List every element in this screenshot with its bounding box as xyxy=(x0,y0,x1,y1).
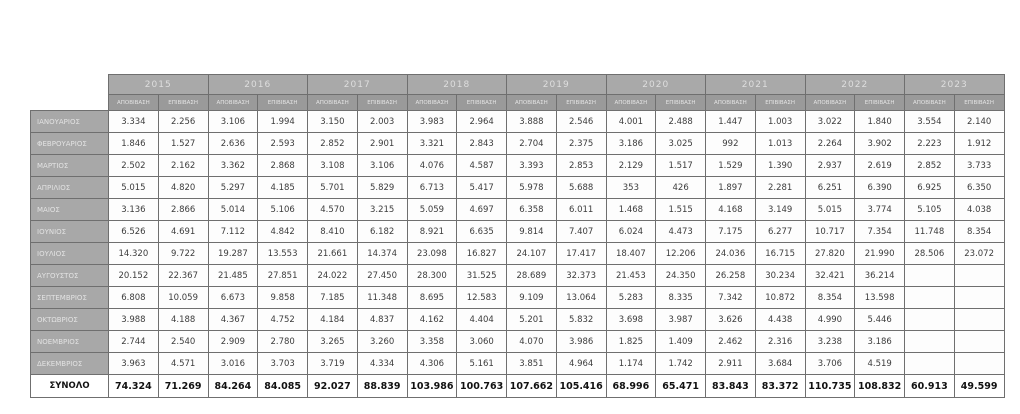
year-header-row xyxy=(31,75,1005,95)
table-cell: 4.587 xyxy=(457,155,507,177)
table-cell: 16.827 xyxy=(457,243,507,265)
table-row xyxy=(31,243,1005,265)
table-cell: 2.909 xyxy=(208,331,258,353)
table-cell: 32.421 xyxy=(805,265,855,287)
table-cell: 353 xyxy=(606,177,656,199)
table-cell: 4.473 xyxy=(656,221,706,243)
month-label: ΔΕΚΕΜΒΡΙΟΣ xyxy=(31,353,109,375)
table-cell: 3.150 xyxy=(308,111,358,133)
table-cell: 4.334 xyxy=(357,353,407,375)
table-cell: 1.409 xyxy=(656,331,706,353)
table-cell xyxy=(905,353,955,375)
table-cell: 4.697 xyxy=(457,199,507,221)
table-cell: 17.417 xyxy=(556,243,606,265)
table-cell: 4.570 xyxy=(308,199,358,221)
disembarkation-header: ΑΠΟΒΙΒΑΣΗ xyxy=(805,95,855,111)
table-cell: 3.888 xyxy=(507,111,557,133)
table-row xyxy=(31,309,1005,331)
month-label: ΜΑΡΤΙΟΣ xyxy=(31,155,109,177)
table-cell: 2.162 xyxy=(158,155,208,177)
table-cell: 2.281 xyxy=(755,177,805,199)
table-cell: 3.358 xyxy=(407,331,457,353)
table-cell: 6.182 xyxy=(357,221,407,243)
table-cell: 1.994 xyxy=(258,111,308,133)
table-cell: 10.872 xyxy=(755,287,805,309)
table-cell: 7.185 xyxy=(308,287,358,309)
total-cell: 84.264 xyxy=(208,375,258,398)
table-cell: 3.022 xyxy=(805,111,855,133)
year-header: 2022 xyxy=(805,75,905,95)
embarkation-header: ΕΠΙΒΙΒΑΣΗ xyxy=(855,95,905,111)
table-cell: 3.988 xyxy=(109,309,159,331)
table-cell: 21.990 xyxy=(855,243,905,265)
table-cell: 6.526 xyxy=(109,221,159,243)
table-cell: 36.214 xyxy=(855,265,905,287)
embarkation-header: ΕΠΙΒΙΒΑΣΗ xyxy=(656,95,706,111)
total-row xyxy=(31,375,1005,398)
statistics-table xyxy=(30,74,1005,398)
table-cell: 2.140 xyxy=(954,111,1004,133)
table-cell xyxy=(954,353,1004,375)
table-cell: 426 xyxy=(656,177,706,199)
table-cell: 13.064 xyxy=(556,287,606,309)
table-cell: 5.015 xyxy=(109,177,159,199)
table-cell: 4.990 xyxy=(805,309,855,331)
table-cell: 5.106 xyxy=(258,199,308,221)
table-cell: 3.334 xyxy=(109,111,159,133)
total-cell: 92.027 xyxy=(308,375,358,398)
table-cell: 27.450 xyxy=(357,265,407,287)
table-cell: 21.661 xyxy=(308,243,358,265)
year-header: 2017 xyxy=(308,75,408,95)
embarkation-header: ΕΠΙΒΙΒΑΣΗ xyxy=(158,95,208,111)
table-cell: 3.698 xyxy=(606,309,656,331)
table-cell: 12.206 xyxy=(656,243,706,265)
table-cell: 4.076 xyxy=(407,155,457,177)
table-cell: 3.393 xyxy=(507,155,557,177)
total-cell: 110.735 xyxy=(805,375,855,398)
table-cell xyxy=(905,309,955,331)
table-cell: 12.583 xyxy=(457,287,507,309)
embarkation-header: ΕΠΙΒΙΒΑΣΗ xyxy=(457,95,507,111)
table-cell: 1.840 xyxy=(855,111,905,133)
table-cell: 2.852 xyxy=(308,133,358,155)
table-cell: 21.453 xyxy=(606,265,656,287)
table-cell: 22.367 xyxy=(158,265,208,287)
table-cell: 3.108 xyxy=(308,155,358,177)
table-cell: 24.022 xyxy=(308,265,358,287)
table-cell: 1.013 xyxy=(755,133,805,155)
table-cell: 3.260 xyxy=(357,331,407,353)
total-cell: 83.843 xyxy=(706,375,756,398)
table-cell: 5.105 xyxy=(905,199,955,221)
table-cell: 4.964 xyxy=(556,353,606,375)
table-cell: 2.129 xyxy=(606,155,656,177)
table-cell: 3.321 xyxy=(407,133,457,155)
table-cell: 26.258 xyxy=(706,265,756,287)
total-cell: 60.913 xyxy=(905,375,955,398)
table-cell: 3.106 xyxy=(357,155,407,177)
table-cell xyxy=(905,287,955,309)
table-cell: 6.277 xyxy=(755,221,805,243)
table-cell: 23.072 xyxy=(954,243,1004,265)
table-cell: 2.375 xyxy=(556,133,606,155)
table-cell: 1.174 xyxy=(606,353,656,375)
table-cell: 21.485 xyxy=(208,265,258,287)
table-cell: 1.912 xyxy=(954,133,1004,155)
table-cell: 11.748 xyxy=(905,221,955,243)
table-cell: 5.688 xyxy=(556,177,606,199)
table-cell: 4.438 xyxy=(755,309,805,331)
table-cell: 3.987 xyxy=(656,309,706,331)
month-label: ΙΟΥΛΙΟΣ xyxy=(31,243,109,265)
table-cell: 1.515 xyxy=(656,199,706,221)
table-cell: 3.706 xyxy=(805,353,855,375)
table-cell: 1.846 xyxy=(109,133,159,155)
table-cell: 3.902 xyxy=(855,133,905,155)
disembarkation-header: ΑΠΟΒΙΒΑΣΗ xyxy=(606,95,656,111)
disembarkation-header: ΑΠΟΒΙΒΑΣΗ xyxy=(208,95,258,111)
corner-cell xyxy=(31,75,109,111)
table-cell: 3.215 xyxy=(357,199,407,221)
table-cell: 5.978 xyxy=(507,177,557,199)
table-cell: 4.752 xyxy=(258,309,308,331)
table-cell: 2.316 xyxy=(755,331,805,353)
month-label: ΙΑΝΟΥΑΡΙΟΣ xyxy=(31,111,109,133)
table-cell: 1.517 xyxy=(656,155,706,177)
year-header: 2015 xyxy=(109,75,209,95)
table-row xyxy=(31,155,1005,177)
month-label: ΑΥΓΟΥΣΤΟΣ xyxy=(31,265,109,287)
table-cell: 4.038 xyxy=(954,199,1004,221)
table-cell: 9.814 xyxy=(507,221,557,243)
table-cell: 8.410 xyxy=(308,221,358,243)
table-cell: 4.367 xyxy=(208,309,258,331)
table-cell: 3.186 xyxy=(855,331,905,353)
table-cell: 16.715 xyxy=(755,243,805,265)
table-cell: 4.188 xyxy=(158,309,208,331)
table-cell: 2.546 xyxy=(556,111,606,133)
table-cell xyxy=(905,265,955,287)
month-label: ΙΟΥΝΙΟΣ xyxy=(31,221,109,243)
table-cell: 8.695 xyxy=(407,287,457,309)
table-row xyxy=(31,221,1005,243)
table-cell: 3.774 xyxy=(855,199,905,221)
subheader-row xyxy=(31,95,1005,111)
table-cell: 4.519 xyxy=(855,353,905,375)
table-cell: 31.525 xyxy=(457,265,507,287)
table-cell: 3.626 xyxy=(706,309,756,331)
table-cell xyxy=(954,287,1004,309)
table-cell: 1.447 xyxy=(706,111,756,133)
year-header: 2016 xyxy=(208,75,308,95)
table-row xyxy=(31,133,1005,155)
table-cell: 10.059 xyxy=(158,287,208,309)
table-cell: 3.719 xyxy=(308,353,358,375)
table-cell: 2.636 xyxy=(208,133,258,155)
table-cell: 28.300 xyxy=(407,265,457,287)
table-cell xyxy=(954,309,1004,331)
table-cell: 3.106 xyxy=(208,111,258,133)
table-cell: 6.808 xyxy=(109,287,159,309)
total-cell: 88.839 xyxy=(357,375,407,398)
table-cell: 1.390 xyxy=(755,155,805,177)
table-cell: 3.025 xyxy=(656,133,706,155)
table-cell: 4.306 xyxy=(407,353,457,375)
disembarkation-header: ΑΠΟΒΙΒΑΣΗ xyxy=(308,95,358,111)
table-cell: 7.407 xyxy=(556,221,606,243)
table-cell: 10.717 xyxy=(805,221,855,243)
table-cell: 2.488 xyxy=(656,111,706,133)
table-cell: 2.223 xyxy=(905,133,955,155)
table-cell: 1.897 xyxy=(706,177,756,199)
table-cell: 4.842 xyxy=(258,221,308,243)
table-cell: 6.713 xyxy=(407,177,457,199)
table-body xyxy=(31,111,1005,398)
table-cell: 6.673 xyxy=(208,287,258,309)
table-cell: 1.529 xyxy=(706,155,756,177)
table-cell: 1.468 xyxy=(606,199,656,221)
table-cell: 24.107 xyxy=(507,243,557,265)
table-cell: 6.358 xyxy=(507,199,557,221)
table-cell xyxy=(954,331,1004,353)
table-cell: 4.168 xyxy=(706,199,756,221)
embarkation-header: ΕΠΙΒΙΒΑΣΗ xyxy=(755,95,805,111)
disembarkation-header: ΑΠΟΒΙΒΑΣΗ xyxy=(109,95,159,111)
table-cell: 6.390 xyxy=(855,177,905,199)
table-cell: 13.553 xyxy=(258,243,308,265)
table-cell: 4.820 xyxy=(158,177,208,199)
table-cell: 5.701 xyxy=(308,177,358,199)
table-cell: 9.109 xyxy=(507,287,557,309)
table-cell: 4.571 xyxy=(158,353,208,375)
table-cell: 6.011 xyxy=(556,199,606,221)
table-cell: 14.320 xyxy=(109,243,159,265)
table-cell: 4.162 xyxy=(407,309,457,331)
embarkation-header: ΕΠΙΒΙΒΑΣΗ xyxy=(357,95,407,111)
table-cell: 6.251 xyxy=(805,177,855,199)
total-label: ΣΥΝΟΛΟ xyxy=(31,375,109,398)
table-cell: 4.837 xyxy=(357,309,407,331)
table-cell: 3.016 xyxy=(208,353,258,375)
table-cell: 4.070 xyxy=(507,331,557,353)
table-cell: 2.780 xyxy=(258,331,308,353)
table-row xyxy=(31,287,1005,309)
table-cell: 3.238 xyxy=(805,331,855,353)
table-cell: 2.901 xyxy=(357,133,407,155)
table-cell: 8.335 xyxy=(656,287,706,309)
table-cell: 2.853 xyxy=(556,155,606,177)
month-label: ΝΟΕΜΒΡΙΟΣ xyxy=(31,331,109,353)
table-row xyxy=(31,111,1005,133)
table-cell: 18.407 xyxy=(606,243,656,265)
table-cell: 8.921 xyxy=(407,221,457,243)
table-cell: 3.703 xyxy=(258,353,308,375)
table-cell: 2.911 xyxy=(706,353,756,375)
table-row xyxy=(31,177,1005,199)
embarkation-header: ΕΠΙΒΙΒΑΣΗ xyxy=(556,95,606,111)
table-cell: 4.691 xyxy=(158,221,208,243)
month-label: ΟΚΤΩΒΡΙΟΣ xyxy=(31,309,109,331)
year-header: 2018 xyxy=(407,75,507,95)
table-cell: 2.964 xyxy=(457,111,507,133)
table-cell: 5.014 xyxy=(208,199,258,221)
table-cell: 3.733 xyxy=(954,155,1004,177)
table-cell: 4.185 xyxy=(258,177,308,199)
table-cell: 2.868 xyxy=(258,155,308,177)
table-cell: 4.184 xyxy=(308,309,358,331)
total-cell: 71.269 xyxy=(158,375,208,398)
table-cell: 3.963 xyxy=(109,353,159,375)
embarkation-header: ΕΠΙΒΙΒΑΣΗ xyxy=(258,95,308,111)
table-cell: 3.186 xyxy=(606,133,656,155)
table-cell: 5.297 xyxy=(208,177,258,199)
disembarkation-header: ΑΠΟΒΙΒΑΣΗ xyxy=(706,95,756,111)
table-cell: 5.201 xyxy=(507,309,557,331)
table-cell: 2.003 xyxy=(357,111,407,133)
embarkation-header: ΕΠΙΒΙΒΑΣΗ xyxy=(954,95,1004,111)
table-cell: 2.744 xyxy=(109,331,159,353)
table-cell: 8.354 xyxy=(805,287,855,309)
table-cell: 2.462 xyxy=(706,331,756,353)
table-cell: 28.506 xyxy=(905,243,955,265)
table-cell: 6.635 xyxy=(457,221,507,243)
year-header: 2019 xyxy=(507,75,607,95)
table-cell: 1.003 xyxy=(755,111,805,133)
table-cell: 30.234 xyxy=(755,265,805,287)
table-cell: 3.554 xyxy=(905,111,955,133)
total-cell: 65.471 xyxy=(656,375,706,398)
table-cell: 5.829 xyxy=(357,177,407,199)
year-header: 2021 xyxy=(706,75,806,95)
table-cell xyxy=(905,331,955,353)
table-cell: 11.348 xyxy=(357,287,407,309)
table-cell: 3.983 xyxy=(407,111,457,133)
table-cell: 24.350 xyxy=(656,265,706,287)
table-cell: 19.287 xyxy=(208,243,258,265)
table-cell: 6.024 xyxy=(606,221,656,243)
total-cell: 74.324 xyxy=(109,375,159,398)
table-cell: 2.593 xyxy=(258,133,308,155)
table-cell: 3.684 xyxy=(755,353,805,375)
total-cell: 107.662 xyxy=(507,375,557,398)
total-cell: 100.763 xyxy=(457,375,507,398)
table-cell: 3.060 xyxy=(457,331,507,353)
table-cell: 6.350 xyxy=(954,177,1004,199)
table-cell: 2.264 xyxy=(805,133,855,155)
table-row xyxy=(31,331,1005,353)
table-cell: 1.527 xyxy=(158,133,208,155)
table-cell: 992 xyxy=(706,133,756,155)
month-label: ΣΕΠΤΕΜΒΡΙΟΣ xyxy=(31,287,109,309)
table-cell: 5.417 xyxy=(457,177,507,199)
table-cell: 2.704 xyxy=(507,133,557,155)
total-cell: 105.416 xyxy=(556,375,606,398)
table-cell: 5.283 xyxy=(606,287,656,309)
disembarkation-header: ΑΠΟΒΙΒΑΣΗ xyxy=(407,95,457,111)
total-cell: 49.599 xyxy=(954,375,1004,398)
disembarkation-header: ΑΠΟΒΙΒΑΣΗ xyxy=(905,95,955,111)
total-cell: 84.085 xyxy=(258,375,308,398)
table-cell: 24.036 xyxy=(706,243,756,265)
table-cell: 7.342 xyxy=(706,287,756,309)
table-cell: 2.619 xyxy=(855,155,905,177)
table-cell: 20.152 xyxy=(109,265,159,287)
table-cell: 1.742 xyxy=(656,353,706,375)
table-cell: 5.059 xyxy=(407,199,457,221)
table-cell: 4.001 xyxy=(606,111,656,133)
table-cell: 28.689 xyxy=(507,265,557,287)
total-cell: 83.372 xyxy=(755,375,805,398)
table-cell xyxy=(954,265,1004,287)
table-cell: 2.502 xyxy=(109,155,159,177)
year-header: 2020 xyxy=(606,75,706,95)
month-label: ΦΕΒΡΟΥΑΡΙΟΣ xyxy=(31,133,109,155)
table-cell: 3.986 xyxy=(556,331,606,353)
total-cell: 68.996 xyxy=(606,375,656,398)
table-cell: 3.136 xyxy=(109,199,159,221)
table-cell: 27.851 xyxy=(258,265,308,287)
table-cell: 2.866 xyxy=(158,199,208,221)
total-cell: 108.832 xyxy=(855,375,905,398)
table-cell: 7.354 xyxy=(855,221,905,243)
table-cell: 32.373 xyxy=(556,265,606,287)
table-cell: 7.175 xyxy=(706,221,756,243)
total-cell: 103.986 xyxy=(407,375,457,398)
table-row xyxy=(31,353,1005,375)
table-cell: 7.112 xyxy=(208,221,258,243)
table-cell: 27.820 xyxy=(805,243,855,265)
table-cell: 2.540 xyxy=(158,331,208,353)
table-cell: 9.722 xyxy=(158,243,208,265)
table-cell: 5.161 xyxy=(457,353,507,375)
table-cell: 2.937 xyxy=(805,155,855,177)
table-cell: 5.832 xyxy=(556,309,606,331)
table-cell: 6.925 xyxy=(905,177,955,199)
table-cell: 8.354 xyxy=(954,221,1004,243)
table-cell: 2.843 xyxy=(457,133,507,155)
table-cell: 3.362 xyxy=(208,155,258,177)
table-row xyxy=(31,265,1005,287)
month-label: ΜΑΙΟΣ xyxy=(31,199,109,221)
table-cell: 9.858 xyxy=(258,287,308,309)
table-cell: 5.446 xyxy=(855,309,905,331)
table-cell: 5.015 xyxy=(805,199,855,221)
table-cell: 3.265 xyxy=(308,331,358,353)
table-cell: 3.149 xyxy=(755,199,805,221)
table-row xyxy=(31,199,1005,221)
table-cell: 2.256 xyxy=(158,111,208,133)
table-cell: 3.851 xyxy=(507,353,557,375)
table-cell: 14.374 xyxy=(357,243,407,265)
table-cell: 13.598 xyxy=(855,287,905,309)
month-label: ΑΠΡΙΛΙΟΣ xyxy=(31,177,109,199)
year-header: 2023 xyxy=(905,75,1005,95)
table-cell: 23.098 xyxy=(407,243,457,265)
table-cell: 2.852 xyxy=(905,155,955,177)
table-cell: 4.404 xyxy=(457,309,507,331)
disembarkation-header: ΑΠΟΒΙΒΑΣΗ xyxy=(507,95,557,111)
table-cell: 1.825 xyxy=(606,331,656,353)
